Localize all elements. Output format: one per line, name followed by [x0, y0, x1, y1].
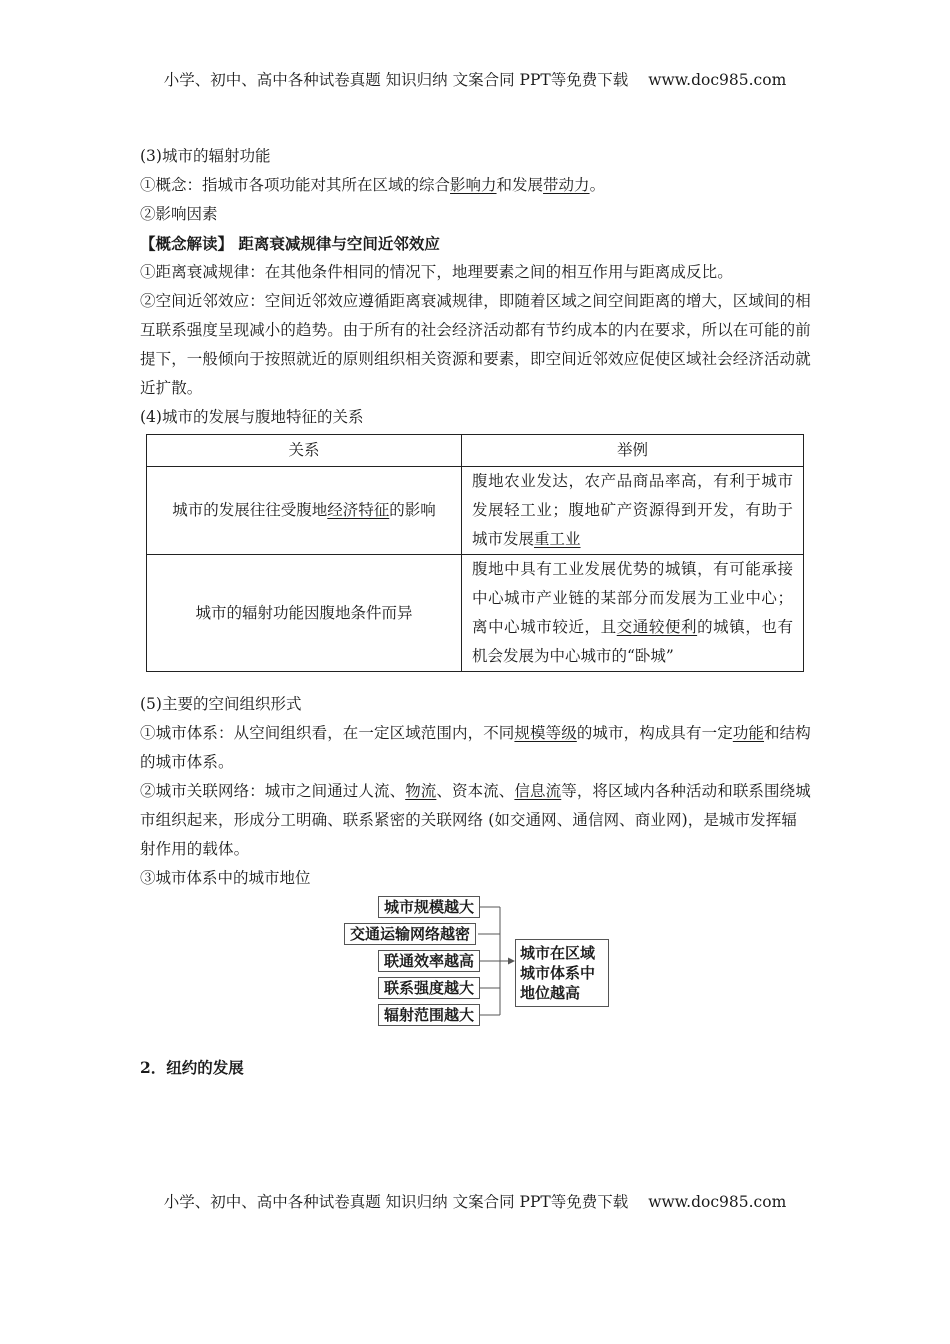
cell-text: 城市的发展往往受腹地	[172, 501, 328, 519]
distance-decay-paragraph: ①距离衰减规律：在其他条件相同的情况下，地理要素之间的相互作用与距离成反比。	[140, 263, 733, 281]
table-cell-relation: 城市的辐射功能因腹地条件而异	[147, 555, 462, 672]
table-header-row	[147, 435, 804, 467]
header-url: www.doc985.com	[648, 71, 787, 89]
para-text: ②城市关联网络：城市之间通过人流、	[140, 782, 406, 800]
diagram-input-box: 联系强度越大	[378, 977, 480, 999]
header-text: 小学、初中、高中各种试卷真题 知识归纳 文案合同 PPT等免费下载	[163, 71, 629, 89]
proximity-effect-paragraph: ②空间近邻效应：空间近邻效应遵循距离衰减规律，即随着区域之间空间距离的增大，区域间的相互联系强度呈现减小的趋势。由于所有的社会经济活动都有节约成本的内在要求，所以在可能的前提下，一般倾向于按照就近的原则组织相关资源和要素，即空间近邻效应促使区域社会经济活动就近扩散。	[140, 292, 811, 397]
section-3-title: (3)城市的辐射功能	[140, 147, 271, 165]
diagram-input-box: 辐射范围越大	[378, 1004, 480, 1026]
concept-note-title: 【概念解读】 距离衰减规律与空间近邻效应	[140, 234, 440, 253]
underline-heavy-industry: 重工业	[534, 530, 581, 548]
concept-end: 。	[589, 176, 606, 194]
table-row	[147, 555, 804, 672]
footer-url: www.doc985.com	[648, 1193, 787, 1211]
underline-information-flow: 信息流	[514, 782, 562, 800]
underline-influence: 影响力	[450, 176, 497, 194]
city-status-title: ③城市体系中的城市地位	[140, 869, 311, 887]
table-cell-relation	[147, 467, 462, 555]
concept-note-body	[140, 258, 812, 403]
city-status-diagram	[140, 895, 812, 1045]
diagram-input-box: 城市规模越大	[378, 896, 480, 918]
hinterland-relation-table	[146, 434, 804, 672]
para-text: 的城市，构成具有一定	[576, 724, 733, 742]
concept-text: ①概念：指城市各项功能对其所在区域的综合	[140, 176, 451, 194]
section-5-title: (5)主要的空间组织形式	[140, 695, 302, 713]
underline-driving-force: 带动力	[543, 176, 590, 194]
table-row	[147, 467, 804, 555]
para-text: 、资本流、	[436, 782, 515, 800]
diagram-result-box: 城市在区域城市体系中地位越高	[515, 939, 609, 1007]
cell-text: 腹地中具有工业发展优势的城镇，有可能承接中心城市产业链的某部分而发展为工业中心；离中心城市较近，且	[472, 560, 793, 636]
underline-scale-level: 规模等级	[514, 724, 577, 742]
concept-text-mid: 和发展	[496, 176, 544, 194]
table-header-example: 举例	[462, 435, 804, 467]
city-system-paragraph	[140, 719, 812, 777]
cell-text: 的影响	[389, 501, 436, 519]
page-footer	[0, 1190, 950, 1212]
para-text: ①城市体系：从空间组织看，在一定区域范围内，不同	[140, 724, 515, 742]
para-text: 和结构的城市体系。	[140, 724, 811, 771]
city-network-paragraph	[140, 777, 812, 864]
table-header-relation: 关系	[147, 435, 462, 467]
underline-logistics: 物流	[405, 782, 437, 800]
main-content	[140, 142, 812, 1082]
cell-text: 腹地农业发达，农产品商品率高，有利于城市发展轻工业；腹地矿产资源得到开发，有助于城市发展	[472, 472, 793, 548]
underline-function: 功能	[732, 724, 765, 742]
underline-economic-features: 经济特征	[327, 501, 390, 519]
diagram-input-box: 联通效率越高	[378, 950, 480, 972]
arrow-icon	[508, 958, 515, 965]
diagram-input-box: 交通运输网络越密	[344, 923, 476, 945]
table-cell-example	[462, 555, 804, 672]
concept-definition	[140, 171, 812, 200]
influencing-factors: ②影响因素	[140, 205, 218, 223]
section-2-title: 2．纽约的发展	[140, 1058, 244, 1077]
cell-text: 的城镇，也有机会发展为中心城市的“卧城”	[472, 618, 793, 665]
para-text: 等，将区域内各种活动和联系围绕城市组织起来，形成分工明确、联系紧密的关联网络 (如交通网、通信网、商业网)，是城市发挥辐射作用的载体。	[140, 782, 811, 858]
section-4-title: (4)城市的发展与腹地特征的关系	[140, 408, 364, 426]
table-cell-example	[462, 467, 804, 555]
footer-text: 小学、初中、高中各种试卷真题 知识归纳 文案合同 PPT等免费下载	[163, 1193, 629, 1211]
page-header	[0, 68, 950, 90]
underline-transport: 交通较便利	[616, 618, 698, 636]
